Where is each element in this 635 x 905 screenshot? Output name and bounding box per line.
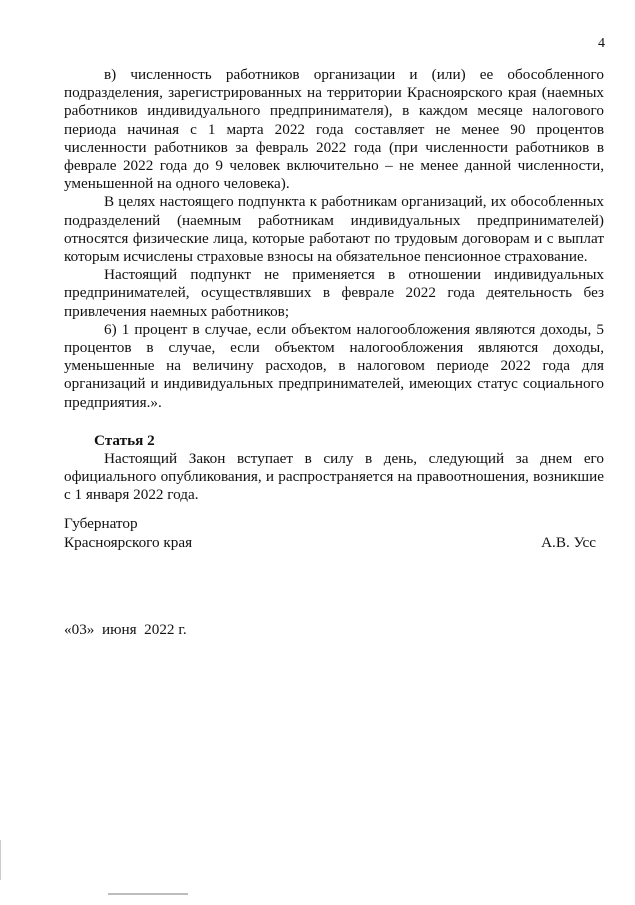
scan-artifact-marks [108, 893, 188, 895]
article-text: Настоящий Закон вступает в силу в день, следующий за днем его официального опубликования, и распространяется на правоотношения, возникшие с 1 января 2022 года. [64, 450, 604, 504]
article-heading: Статья 2 [94, 431, 155, 449]
signing-date: «03» июня 2022 г. [64, 621, 187, 638]
signer-title-line1: Губернатор [64, 515, 138, 532]
paragraph-rate: 6) 1 процент в случае, если объектом налогообложения являются доходы, 5 процентов в случае, если объектом налогообложения являются доходы, уменьшенные на величину расходов, в налоговом периоде 2022 года для организаций и индивидуальных предпринимателей, имеющих статус социального предприятия.». [64, 320, 604, 411]
page-number: 4 [598, 36, 605, 51]
signer-name: А.В. Усс [541, 534, 596, 551]
paragraph-exception: Настоящий подпункт не применяется в отношении индивидуальных предпринимателей, осуществлявших в феврале 2022 года деятельность без привлечения наемных работников; [64, 266, 604, 320]
paragraph-v: в) численность работников организации и (или) ее обособленного подразделения, зарегистрированных на территории Красноярского края (наемных работников индивидуального предпринимателя), в каждом месяце налогового периода начиная с 1 марта 2022 года составляет не менее 90 процентов численности работников за февраль 2022 года (при численности работников в феврале 2022 года до 9 человек включительно – не менее данной численности, уменьшенной на одного человека). [64, 66, 604, 193]
signature-block [64, 514, 604, 552]
scan-artifact-edge [0, 840, 1, 880]
document-body [64, 66, 604, 505]
signer-title-line2: Красноярского края [64, 534, 193, 551]
paragraph-workers-definition: В целях настоящего подпункта к работникам организаций, их обособленных подразделений (наемным работникам индивидуальных предпринимателей) относятся физические лица, которые работают по трудовым договорам и с выплат которым исчислены страховые взносы на обязательное пенсионное страхование. [64, 193, 604, 266]
